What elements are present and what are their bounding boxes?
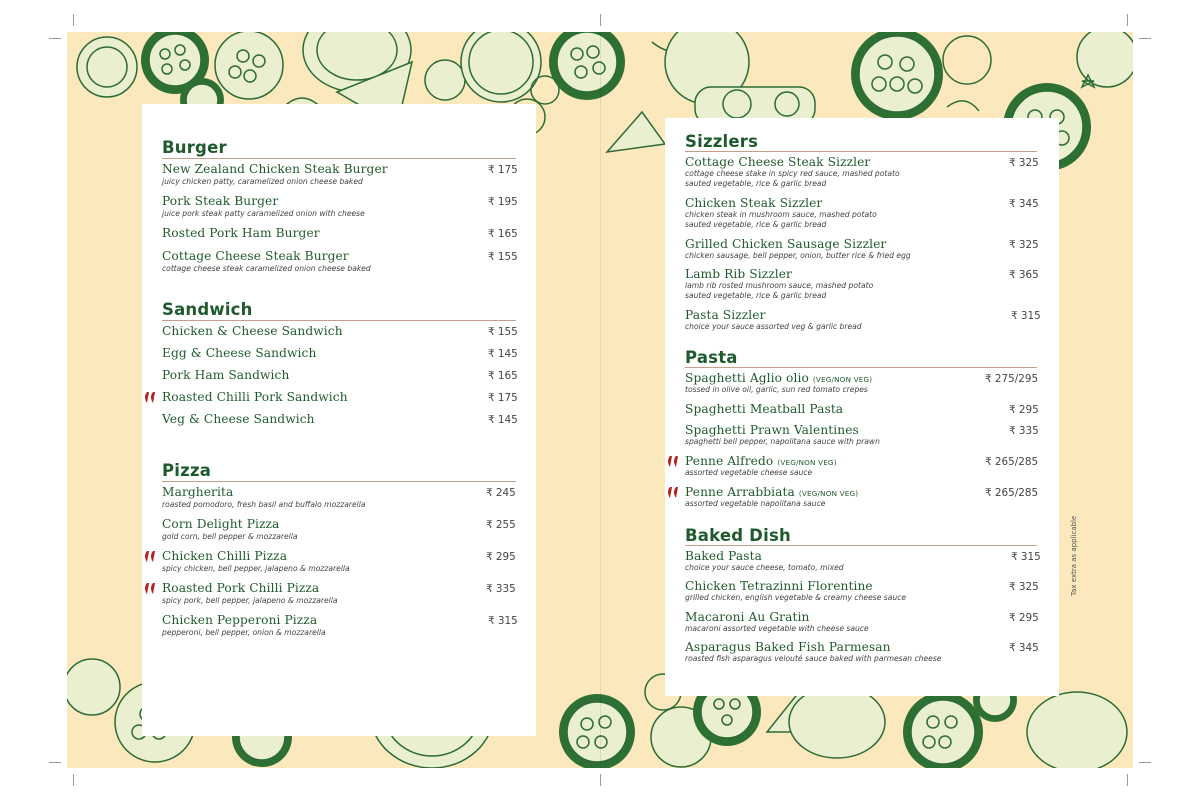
tax-note: Tax extra as applicable	[1070, 515, 1078, 596]
section-divider	[162, 481, 516, 482]
item-price: ₹ 345	[1009, 198, 1039, 210]
right-menu-panel	[665, 118, 1059, 696]
item-name: Roasted Pork Chilli Pizza	[162, 581, 320, 595]
item-name: Spaghetti Meatball Pasta	[685, 402, 844, 416]
chilli-icon	[667, 455, 684, 468]
crop-mark	[49, 38, 61, 39]
item-description: choice your sauce assorted veg & garlic bread	[685, 322, 862, 331]
item-name: Chicken Steak Sizzler	[685, 196, 823, 210]
item-name: Pork Ham Sandwich	[162, 368, 290, 382]
item-description: grilled chicken, english vegetable & creamy cheese sauce	[685, 593, 907, 602]
item-name: Lamb Rib Sizzler	[685, 267, 792, 281]
item-description: macaroni assorted vegetable with cheese sauce	[685, 624, 869, 633]
crop-mark	[600, 774, 601, 786]
item-description: chicken steak in mushroom sauce, mashed potato	[685, 210, 877, 219]
item-price: ₹ 265/285	[985, 456, 1039, 468]
item-description: lamb rib rosted mushroom sauce, mashed potato	[685, 281, 874, 290]
item-name	[685, 485, 858, 499]
veg-tag: (VEG/NON VEG)	[812, 375, 873, 384]
menu-spread	[67, 32, 1133, 768]
section-title: Pizza	[162, 461, 212, 480]
item-description: juice pork steak patty caramelized onion with cheese	[162, 209, 365, 218]
item-price: ₹ 325	[1009, 157, 1039, 169]
item-description: chicken sausage, bell pepper, onion, butter rice & fried egg	[685, 251, 911, 260]
item-price: ₹ 195	[488, 196, 518, 208]
crop-mark	[1139, 38, 1151, 39]
item-description: pepperoni, bell pepper, onion & mozzarella	[162, 628, 326, 637]
item-price: ₹ 175	[488, 164, 518, 176]
item-description: roasted pomodoro, fresh basil and buffalo mozzarella	[162, 500, 366, 509]
item-name	[685, 454, 837, 468]
item-description: spicy chicken, bell pepper, jalapeno & mozzarella	[162, 564, 350, 573]
item-price: ₹ 275/295	[985, 373, 1039, 385]
crop-mark	[600, 14, 601, 26]
section-divider	[685, 151, 1037, 152]
veg-tag: (VEG/NON VEG)	[798, 489, 859, 498]
section-divider	[162, 158, 516, 159]
item-price: ₹ 165	[488, 228, 518, 240]
crop-mark	[49, 762, 61, 763]
item-name: Chicken Pepperoni Pizza	[162, 613, 318, 627]
item-description: sauted vegetable, rice & garlic bread	[685, 220, 827, 229]
item-name: Veg & Cheese Sandwich	[162, 412, 315, 426]
veg-tag: (VEG/NON VEG)	[777, 458, 837, 467]
crop-mark	[1139, 762, 1151, 763]
item-name: Rosted Pork Ham Burger	[162, 226, 320, 240]
item-price: ₹ 175	[488, 392, 518, 404]
item-description: sauted vegetable, rice & garlic bread	[685, 179, 827, 188]
item-name: Roasted Chilli Pork Sandwich	[162, 390, 348, 404]
item-name: Chicken Chilli Pizza	[162, 549, 288, 563]
item-name: Spaghetti Prawn Valentines	[685, 423, 859, 437]
item-price: ₹ 345	[1009, 642, 1039, 654]
item-name: Cottage Cheese Steak Burger	[162, 249, 349, 263]
item-price: ₹ 295	[486, 551, 516, 563]
chilli-icon	[144, 391, 161, 404]
section-title: Baked Dish	[685, 526, 791, 545]
item-name: Corn Delight Pizza	[162, 517, 280, 531]
crop-mark	[1127, 774, 1128, 786]
section-divider	[685, 545, 1037, 546]
item-name: Grilled Chicken Sausage Sizzler	[685, 237, 887, 251]
item-price: ₹ 145	[488, 414, 518, 426]
item-description: cottage cheese steak caramelized onion cheese baked	[162, 264, 371, 273]
item-price: ₹ 335	[486, 583, 516, 595]
chilli-icon	[667, 486, 684, 499]
item-description: juicy chicken patty, caramelized onion cheese baked	[162, 177, 363, 186]
item-name: Margherita	[162, 485, 234, 499]
item-price: ₹ 315	[1011, 551, 1041, 563]
item-description: assorted vegetable napolitana sauce	[685, 499, 826, 508]
crop-mark	[73, 774, 74, 786]
item-name: Macaroni Au Gratin	[685, 610, 810, 624]
section-title: Pasta	[685, 348, 738, 367]
item-price: ₹ 245	[486, 487, 516, 499]
section-title: Burger	[162, 138, 227, 157]
item-name-text: Penne Alfredo	[685, 454, 774, 468]
item-description: gold corn, bell pepper & mozzarella	[162, 532, 298, 541]
item-price: ₹ 145	[488, 348, 518, 360]
section-title: Sandwich	[162, 300, 253, 319]
item-description: cottage cheese stake in spicy red sauce, mashed potato	[685, 169, 900, 178]
item-description: choice your sauce cheese, tomato, mixed	[685, 563, 844, 572]
item-name: Baked Pasta	[685, 549, 762, 563]
item-name: New Zealand Chicken Steak Burger	[162, 162, 388, 176]
chilli-icon	[144, 582, 161, 595]
chilli-icon	[144, 550, 161, 563]
item-price: ₹ 295	[1009, 612, 1039, 624]
item-price: ₹ 165	[488, 370, 518, 382]
item-description: spaghetti bell pepper, napolitana sauce with prawn	[685, 437, 880, 446]
item-price: ₹ 155	[488, 326, 518, 338]
item-description: spicy pork, bell pepper, jalapeno & mozzarella	[162, 596, 338, 605]
item-name: Cottage Cheese Steak Sizzler	[685, 155, 871, 169]
item-name: Chicken & Cheese Sandwich	[162, 324, 343, 338]
item-name: Pork Steak Burger	[162, 194, 279, 208]
item-price: ₹ 325	[1009, 239, 1039, 251]
page-fold	[600, 32, 601, 768]
left-menu-panel	[142, 104, 536, 736]
item-name: Asparagus Baked Fish Parmesan	[685, 640, 891, 654]
item-price: ₹ 315	[1011, 310, 1041, 322]
item-name: Pasta Sizzler	[685, 308, 766, 322]
crop-mark	[1127, 14, 1128, 26]
item-price: ₹ 265/285	[985, 487, 1039, 499]
item-description: tossed in olive oil, garlic, sun red tomato crepes	[685, 385, 868, 394]
item-description: assorted vegetable cheese sauce	[685, 468, 813, 477]
item-price: ₹ 155	[488, 251, 518, 263]
item-description: sauted vegetable, rice & garlic bread	[685, 291, 827, 300]
item-price: ₹ 335	[1009, 425, 1039, 437]
item-price: ₹ 325	[1009, 581, 1039, 593]
section-divider	[685, 367, 1037, 368]
section-divider	[162, 320, 516, 321]
item-name: Egg & Cheese Sandwich	[162, 346, 317, 360]
item-name: Chicken Tetrazinni Florentine	[685, 579, 873, 593]
crop-mark	[73, 14, 74, 26]
item-price: ₹ 255	[486, 519, 516, 531]
item-price: ₹ 315	[488, 615, 518, 627]
item-description: roasted fish asparagus velouté sauce baked with parmesan cheese	[685, 654, 942, 663]
item-price: ₹ 295	[1009, 404, 1039, 416]
item-name	[685, 371, 872, 385]
section-title: Sizzlers	[685, 132, 759, 151]
item-name-text: Penne Arrabbiata	[685, 485, 795, 499]
item-price: ₹ 365	[1009, 269, 1039, 281]
item-name-text: Spaghetti Aglio olio	[685, 371, 809, 385]
